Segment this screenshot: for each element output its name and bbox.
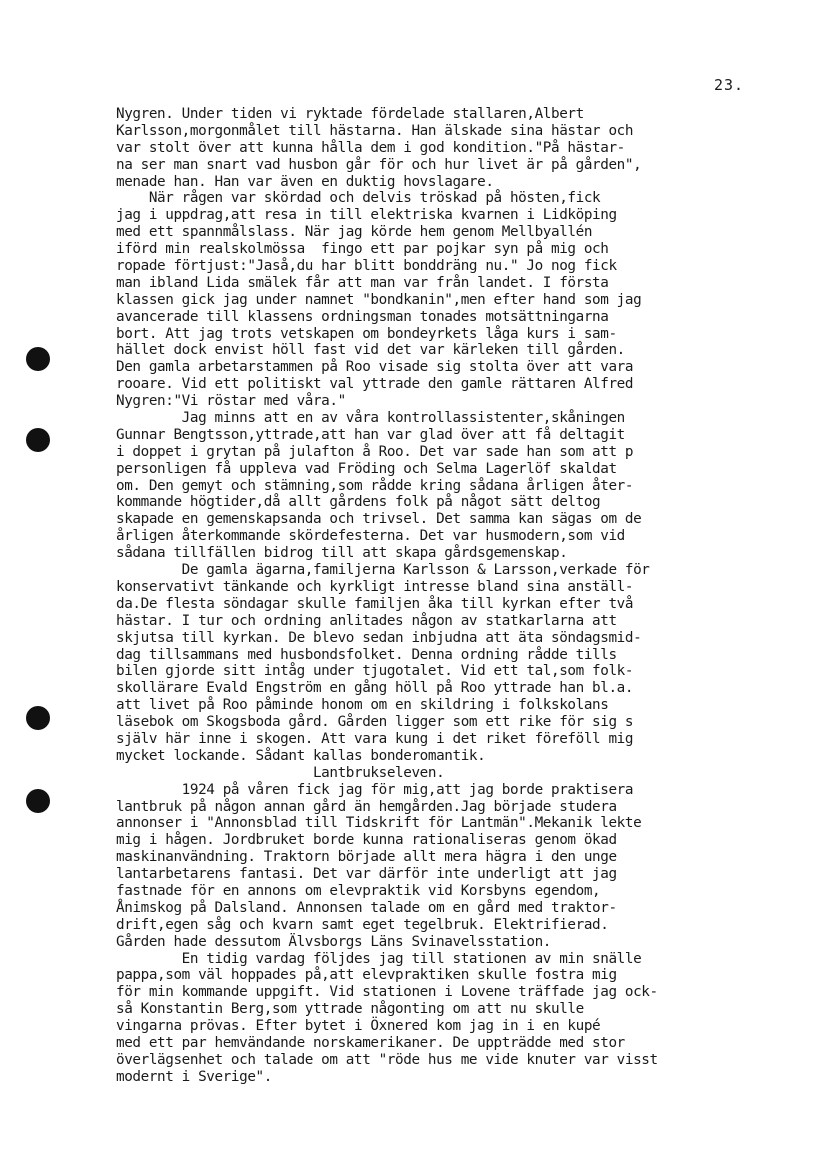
text-line: vingarna prövas. Efter bytet i Öxnered kom jag in i en kupé (116, 1018, 601, 1035)
text-line: iförd min realskolmössa fingo ett par pojkar syn på mig och (116, 241, 609, 258)
text-line: skollärare Evald Engström en gång höll på Roo yttrade han bl.a. (116, 680, 634, 697)
text-line: modernt i Sverige". (116, 1068, 272, 1085)
punch-hole-1 (26, 347, 50, 371)
punch-hole-2 (26, 428, 50, 452)
text-line: hästar. I tur och ordning anlitades någon av statkarlarna att (116, 612, 617, 629)
text-line: kommande högtider,då allt gårdens folk på något sätt deltog (116, 494, 601, 511)
text-line: annonser i "Annonsblad till Tidskrift för Lantmän".Mekanik lekte (116, 815, 642, 832)
text-line: De gamla ägarna,familjerna Karlsson & Larsson,verkade för (116, 562, 650, 579)
text-line: jag i uppdrag,att resa in till elektriska kvarnen i Lidköping (116, 207, 617, 224)
text-line: na ser man snart vad husbon går för och hur livet är på gården", (116, 156, 642, 173)
text-line: med ett par hemvändande norskamerikaner. De uppträdde med stor (116, 1034, 625, 1051)
text-line: överlägsenhet och talade om att "röde hus me vide knuter var visst (116, 1051, 658, 1068)
text-line: bilen gjorde sitt intåg under tjugotalet. Vid ett tal,som folk- (116, 663, 634, 680)
text-line: drift,egen såg och kvarn samt eget tegelbruk. Elektrifierad. (116, 916, 609, 933)
text-line: bort. Att jag trots vetskapen om bondeyrkets låga kurs i sam- (116, 325, 617, 342)
text-line: Karlsson,morgonmålet till hästarna. Han älskade sina hästar och (116, 122, 634, 139)
text-line: da.De flesta söndagar skulle familjen åka till kyrkan efter två (116, 595, 634, 612)
text-line: En tidig vardag följdes jag till stationen av min snälle (116, 950, 642, 967)
text-line: Ånimskog på Dalsland. Annonsen talade om en gård med traktor- (116, 899, 617, 916)
page-number: 23. (714, 76, 745, 94)
text-line: pappa,som väl hoppades på,att elevpraktiken skulle fostra mig (116, 967, 617, 984)
text-line: Gården hade dessutom Älvsborgs Läns Svinavelsstation. (116, 933, 551, 950)
text-line: för min kommande uppgift. Vid stationen i Lovene träffade jag ock- (116, 984, 658, 1001)
typewritten-text (116, 106, 776, 1086)
text-line: lantbruk på någon annan gård än hemgården.Jag började studera (116, 798, 617, 815)
text-line: klassen gick jag under namnet "bondkanin",men efter hand som jag (116, 291, 642, 308)
text-line: Lantbrukseleven. (116, 764, 445, 781)
text-line: själv här inne i skogen. Att vara kung i det riket föreföll mig (116, 730, 634, 747)
text-line: konservativt tänkande och kyrkligt intresse bland sina anställ- (116, 578, 634, 595)
text-line: Jag minns att en av våra kontrollassistenter,skåningen (116, 410, 625, 427)
text-line: med ett spannmålslass. När jag körde hem genom Mellbyallén (116, 224, 593, 241)
text-line: sådana tillfällen bidrog till att skapa gårdsgemenskap. (116, 545, 568, 562)
text-line: ropade förtjust:"Jaså,du har blitt bonddräng nu." Jo nog fick (116, 258, 617, 275)
text-line: maskinanvändning. Traktorn började allt mera hägra i den unge (116, 849, 617, 866)
text-line: Gunnar Bengtsson,yttrade,att han var glad över att få deltagit (116, 426, 625, 443)
text-line: fastnade för en annons om elevpraktik vid Korsbyns egendom, (116, 882, 601, 899)
text-line: lantarbetarens fantasi. Det var därför inte underligt att jag (116, 866, 617, 883)
text-line: så Konstantin Berg,som yttrade någonting om att nu skulle (116, 1001, 584, 1018)
text-line: skapade en gemenskapsanda och trivsel. Det samma kan sägas om de (116, 511, 642, 528)
text-line: hället dock envist höll fast vid det var kärleken till gården. (116, 342, 625, 359)
text-line: 1924 på våren fick jag för mig,att jag borde praktisera (116, 781, 634, 798)
text-line: var stolt över att kunna hålla dem i god kondition."På hästar- (116, 139, 625, 156)
punch-hole-3 (26, 706, 50, 730)
text-line: Nygren. Under tiden vi ryktade fördelade stallaren,Albert (116, 106, 584, 122)
text-line: man ibland Lida smälek får att man var från landet. I första (116, 274, 609, 291)
text-line: mig i hågen. Jordbruket borde kunna rationaliseras genom ökad (116, 832, 617, 849)
text-line: läsebok om Skogsboda gård. Gården ligger som ett rike för sig s (116, 714, 634, 731)
text-line: mycket lockande. Sådant kallas bonderomantik. (116, 747, 486, 764)
text-line: skjutsa till kyrkan. De blevo sedan inbjudna att äta söndagsmid- (116, 629, 642, 646)
text-line: personligen få uppleva vad Fröding och Selma Lagerlöf skaldat (116, 460, 617, 477)
text-line: om. Den gemyt och stämning,som rådde kring sådana årligen åter- (116, 477, 634, 494)
text-line: rooare. Vid ett politiskt val yttrade den gamle rättaren Alfred (116, 376, 634, 393)
text-line: årligen återkommande skördefesterna. Det var husmodern,som vid (116, 528, 625, 545)
text-line: Nygren:"Vi röstar med våra." (116, 393, 346, 410)
text-line: När rågen var skördad och delvis tröskad på hösten,fick (116, 190, 601, 207)
text-line: menade han. Han var även en duktig hovslagare. (116, 173, 494, 190)
text-line: dag tillsammans med husbondsfolket. Denna ordning rådde tills (116, 646, 617, 663)
text-line: Den gamla arbetarstammen på Roo visade sig stolta över att vara (116, 359, 634, 376)
text-line: att livet på Roo påminde honom om en skildring i folkskolans (116, 697, 609, 714)
punch-hole-4 (26, 789, 50, 813)
text-line: i doppet i grytan på julafton å Roo. Det var sade han som att p (116, 443, 634, 460)
text-line: avancerade till klassens ordningsman tonades motsättningarna (116, 308, 609, 325)
